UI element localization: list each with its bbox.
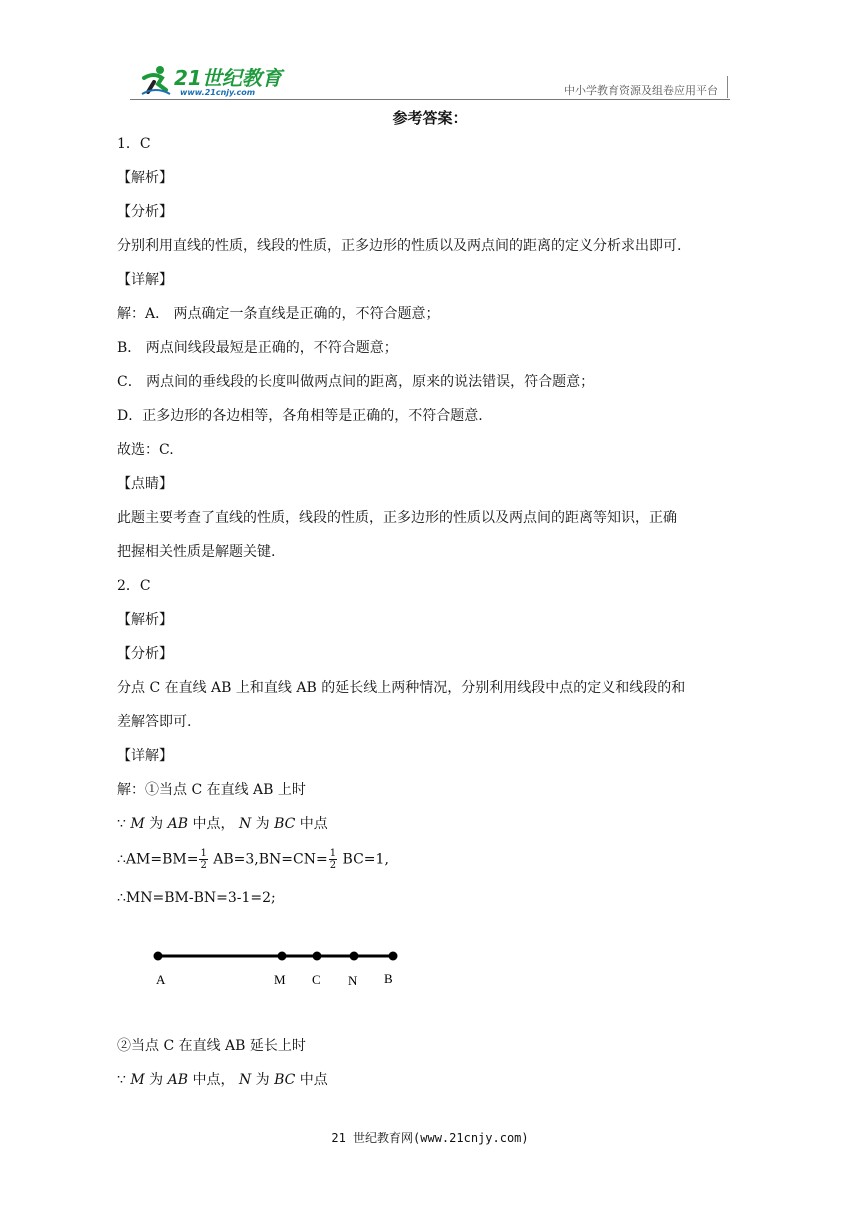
section-heading: 【详解】 [117,748,173,764]
platform-name: 中小学教育资源及组卷应用平台 [564,84,718,97]
paragraph-line: 分别利用直线的性质，线段的性质，正多边形的性质以及两点间的距离的定义分析求出即可. [117,238,682,254]
point-c [313,952,322,961]
paragraph-line: 差解答即可. [117,714,192,730]
label-n: N [348,973,358,988]
logo-text: 21世纪教育 [174,66,282,90]
label-a: A [156,972,166,987]
paragraph-line: 此题主要考查了直线的性质，线段的性质，正多边形的性质以及两点间的距离等知识，正确 [117,510,677,526]
equation-line: ∴AM=BM= $\frac{1}{2}$ AB=3,BN=CN= $\frac{1}{2}$ BC=1, [117,848,389,871]
answer-number: 2．C [117,578,151,594]
page-footer: 21 世纪教育网(www.21cnjy.com) [331,1131,529,1145]
paragraph-line: D．正多边形的各边相等，各角相等是正确的，不符合题意. [117,408,483,424]
paragraph-line: C． 两点间的垂线段的长度叫做两点间的距离，原来的说法错误，符合题意； [117,374,595,390]
page-title: 参考答案： [392,109,468,127]
header-rule [130,99,730,100]
fraction: $\frac{1}{2}$ [329,848,337,871]
section-heading: 【分析】 [117,646,173,662]
section-heading: 【点睛】 [117,476,173,492]
label-b: B [384,971,393,986]
paragraph-line: 故选：C. [117,442,174,458]
section-heading: 【解析】 [117,170,173,186]
section-heading: 【解析】 [117,612,173,628]
because-line: ∵ M 为 AB 中点， N 为 BC 中点 [117,816,328,832]
point-m [278,952,287,961]
point-b [389,952,398,961]
point-n [350,952,359,961]
runner-logo-icon [140,64,172,96]
fraction: $\frac{1}{2}$ [200,848,207,871]
paragraph-line: 分点 C 在直线 AB 上和直线 AB 的延长线上两种情况，分别利用线段中点的定义和线段的和 [117,680,686,696]
header-divider [727,76,728,98]
label-c: C [312,972,321,987]
segment-diagram [148,944,408,990]
paragraph-line: 解：A． 两点确定一条直线是正确的，不符合题意； [117,306,440,322]
equation-line: ∴MN=BM-BN=3-1=2; [117,890,276,906]
label-m: M [274,972,286,987]
logo-url: www.21cnjy.com [180,88,256,97]
section-heading: 【分析】 [117,204,173,220]
section-heading: 【详解】 [117,272,173,288]
paragraph-line: ②当点 C 在直线 AB 延长上时 [117,1038,306,1054]
point-a [154,952,163,961]
paragraph-line: 把握相关性质是解题关键. [117,544,276,560]
because-line: ∵ M 为 AB 中点， N 为 BC 中点 [117,1072,328,1088]
answer-number: 1．C [117,136,151,152]
page-header [130,56,730,102]
logo [140,62,290,100]
paragraph-line: 解：①当点 C 在直线 AB 上时 [117,782,306,798]
paragraph-line: B． 两点间线段最短是正确的，不符合题意； [117,340,398,356]
